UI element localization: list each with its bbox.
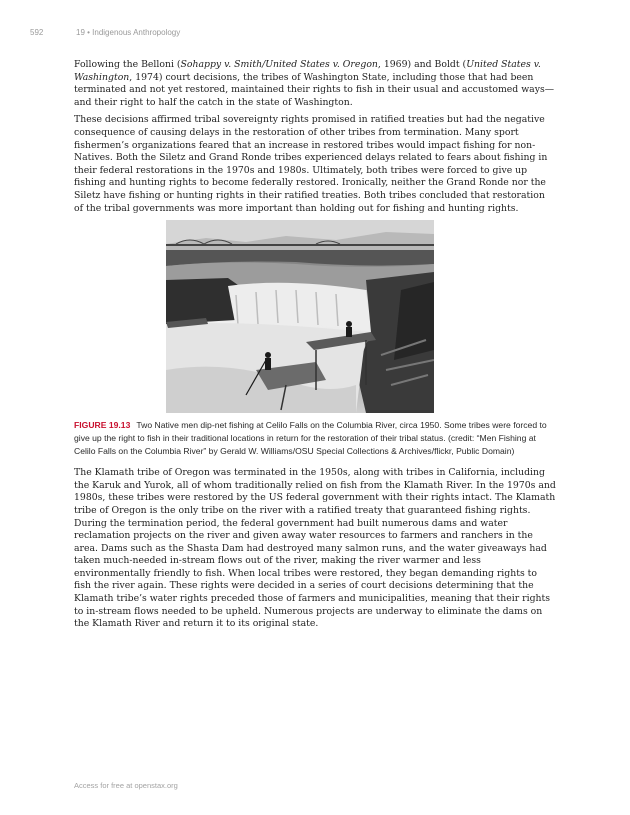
page-number: 592: [30, 28, 44, 37]
paragraph-1: [74, 59, 556, 109]
page-header: [30, 28, 600, 42]
figure-label: FIGURE 19.13: [74, 420, 131, 431]
paragraph-1-text-c: , 1974) court decisions, the tribes of Washington State, including those that had been terminated and not yet restored, maintained their rights to fish in their usual and accustomed ways—and their right to half the catch in the state of Washington.: [74, 71, 555, 108]
case-name-belloni: Sohappy v. Smith/United States v. Oregon: [180, 59, 378, 70]
paragraph-3: The Klamath tribe of Oregon was terminated in the 1950s, along with tribes in California, including the Karuk and Yurok, all of whom traditionally relied on fish from the Klamath River. In the 1970s and 1980s, these tribes were restored by the US federal government with their rights intact. The Klamath tribe of Oregon is the only tribe on the river with a ratified treaty that guaranteed fishing rights. During the termination period, the federal government had built numerous dams and water reclamation projects on the river and given away water resources to farmers and ranchers in the area. Dams such as the Shasta Dam had destroyed many salmon runs, and the water giveaways had taken much-needed in-stream flows out of the river, making the river warmer and less environmentally friendly to fish. When local tribes were restored, they began demanding rights to fish the river again. These rights were decided in a series of court decisions determining that the Klamath tribe’s water rights preceded those of farmers and municipalities, meaning that their rights to in-stream flows needed to be upheld. Numerous projects are underway to eliminate the dams on the Klamath River and return it to its original state.: [74, 467, 556, 630]
paragraph-1-text-b: , 1969) and Boldt (: [377, 59, 467, 70]
chapter-title: 19 • Indigenous Anthropology: [76, 28, 181, 37]
main-content: [74, 59, 556, 636]
case-name-boldt: United States v. Washington: [74, 59, 541, 83]
figure-caption: [74, 419, 556, 458]
figure-photo-celilo-falls: [166, 220, 434, 413]
paragraph-1-text-a: Following the Belloni (: [74, 59, 181, 70]
photo-illustration: [166, 220, 434, 413]
figure-caption-text: Two Native men dip-net fishing at Celilo Falls on the Columbia River, circa 1950. Some tribes were forced to give up the right to fish in their traditional locations in return for the restoration of their tribal status. (credit: “Men Fishing at Celilo Falls on the Columbia River” by Gerald W. Williams/OSU Special Collections & Archives/flickr, Public Domain): [74, 420, 547, 457]
paragraph-2: These decisions affirmed tribal sovereignty rights promised in ratified treaties but had the negative consequence of causing delays in the restoration of other tribes from termination. Many sport fishermen’s organizations feared that an increase in restored tribes would impact fishing for non-Natives. Both the Siletz and Grand Ronde tribes experienced delays related to fears about fishing in their federal restorations in the 1970s and 1980s. Ultimately, both tribes were forced to give up fishing and hunting rights to become federally restored. Ironically, neither the Grand Ronde nor the Siletz have fishing or hunting rights in their ratified treaties. Both tribes concluded that restoration of the tribal governments was more important than holding out for fishing and hunting rights.: [74, 114, 548, 214]
page-footer: Access for free at openstax.org: [74, 781, 178, 790]
